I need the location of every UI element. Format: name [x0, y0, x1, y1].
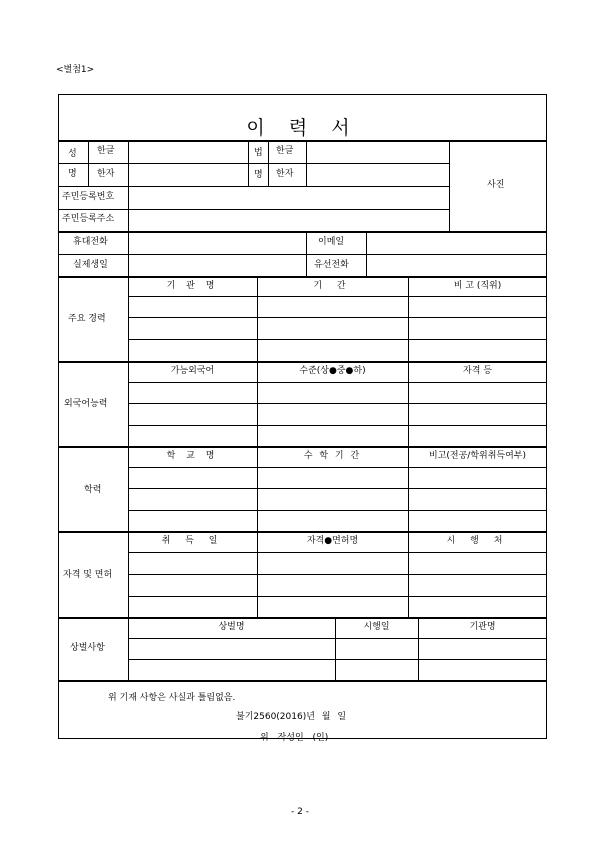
birthdate-label: 실제생일 — [73, 260, 108, 270]
divider — [58, 361, 547, 363]
email-field[interactable] — [367, 232, 546, 253]
license-label: 자격 및 면허 — [63, 570, 113, 580]
hanja-label: 한자 — [97, 169, 115, 179]
divider — [128, 488, 547, 489]
awards-header-institution: 기관명 — [469, 622, 496, 632]
page-title: 이 력 서 — [246, 117, 359, 139]
divider — [128, 596, 547, 597]
name-hangul-field[interactable] — [129, 141, 247, 162]
landline-label: 유선전화 — [314, 260, 349, 270]
mobile-label: 휴대전화 — [73, 237, 108, 247]
divider — [128, 403, 547, 404]
education-label: 학력 — [84, 485, 102, 495]
photo-placeholder: 사진 — [487, 180, 505, 190]
name-label-bottom: 명 — [68, 169, 77, 179]
mobile-field[interactable] — [129, 232, 305, 253]
career-header-period: 기 간 — [313, 281, 352, 291]
name-hanja-field[interactable] — [129, 164, 247, 185]
education-header-remarks: 비고(전공/학위취득여부) — [429, 451, 526, 461]
divider — [128, 296, 547, 297]
divider — [58, 680, 547, 682]
photo-box[interactable] — [450, 141, 546, 230]
divider — [306, 231, 307, 276]
signer-line: 위 작성인 (인) — [260, 733, 329, 743]
divider — [58, 276, 547, 278]
divider — [58, 617, 547, 619]
attachment-label: <별첨1> — [56, 65, 95, 75]
law-name-label-top: 법 — [254, 148, 263, 158]
divider — [128, 425, 547, 426]
language-header-language: 가능외국어 — [170, 366, 215, 376]
declaration-text: 위 기재 사항은 사실과 틀림없음. — [108, 693, 236, 703]
education-header-school: 학 교 명 — [166, 451, 219, 461]
education-header-period: 수 학 기 간 — [303, 451, 362, 461]
birthdate-field[interactable] — [129, 255, 305, 275]
law-name-hangul-field[interactable] — [307, 141, 448, 162]
divider — [248, 140, 249, 186]
divider — [128, 467, 547, 468]
divider — [88, 140, 89, 186]
law-hangul-label: 한글 — [276, 146, 294, 156]
divider — [128, 574, 547, 575]
law-name-label-bottom: 명 — [254, 170, 263, 180]
divider — [128, 510, 547, 511]
law-name-hanja-field[interactable] — [307, 164, 448, 185]
awards-header-name: 상벌명 — [218, 622, 245, 632]
divider — [257, 276, 258, 617]
hangul-label: 한글 — [97, 146, 115, 156]
divider — [128, 382, 547, 383]
resident-address-label: 주민등록주소 — [62, 214, 115, 224]
divider — [128, 276, 129, 680]
awards-label: 상벌사항 — [70, 643, 105, 653]
divider — [128, 317, 547, 318]
divider — [58, 531, 547, 533]
language-label: 외국어능력 — [64, 399, 108, 409]
license-header-date: 취 득 일 — [161, 536, 224, 546]
divider — [268, 140, 269, 186]
resident-address-field[interactable] — [129, 210, 448, 230]
divider — [128, 638, 547, 639]
career-header-remarks: 비 고 (직위) — [453, 281, 502, 291]
landline-field[interactable] — [367, 255, 546, 275]
page-number: - 2 - — [291, 807, 309, 817]
license-header-issuer: 시 행 처 — [446, 536, 509, 546]
license-header-name: 자격●면허명 — [306, 536, 359, 546]
awards-header-date: 시행일 — [363, 622, 390, 632]
law-hanja-label: 한자 — [276, 169, 294, 179]
resident-number-label: 주민등록번호 — [62, 192, 115, 202]
email-label: 이메일 — [318, 237, 345, 247]
divider — [128, 339, 547, 340]
resident-number-field[interactable] — [129, 187, 448, 208]
language-header-qualification: 자격 등 — [463, 366, 492, 376]
name-label-top: 성 — [68, 149, 77, 159]
divider — [58, 446, 547, 448]
date-line: 불기2560(2016)년 월 일 — [236, 712, 347, 722]
divider — [128, 659, 547, 660]
language-header-level: 수준(상●중●하) — [299, 366, 366, 376]
career-header-institution: 기 관 명 — [166, 281, 219, 291]
divider — [128, 552, 547, 553]
career-label: 주요 경력 — [68, 314, 106, 324]
divider — [408, 276, 409, 617]
